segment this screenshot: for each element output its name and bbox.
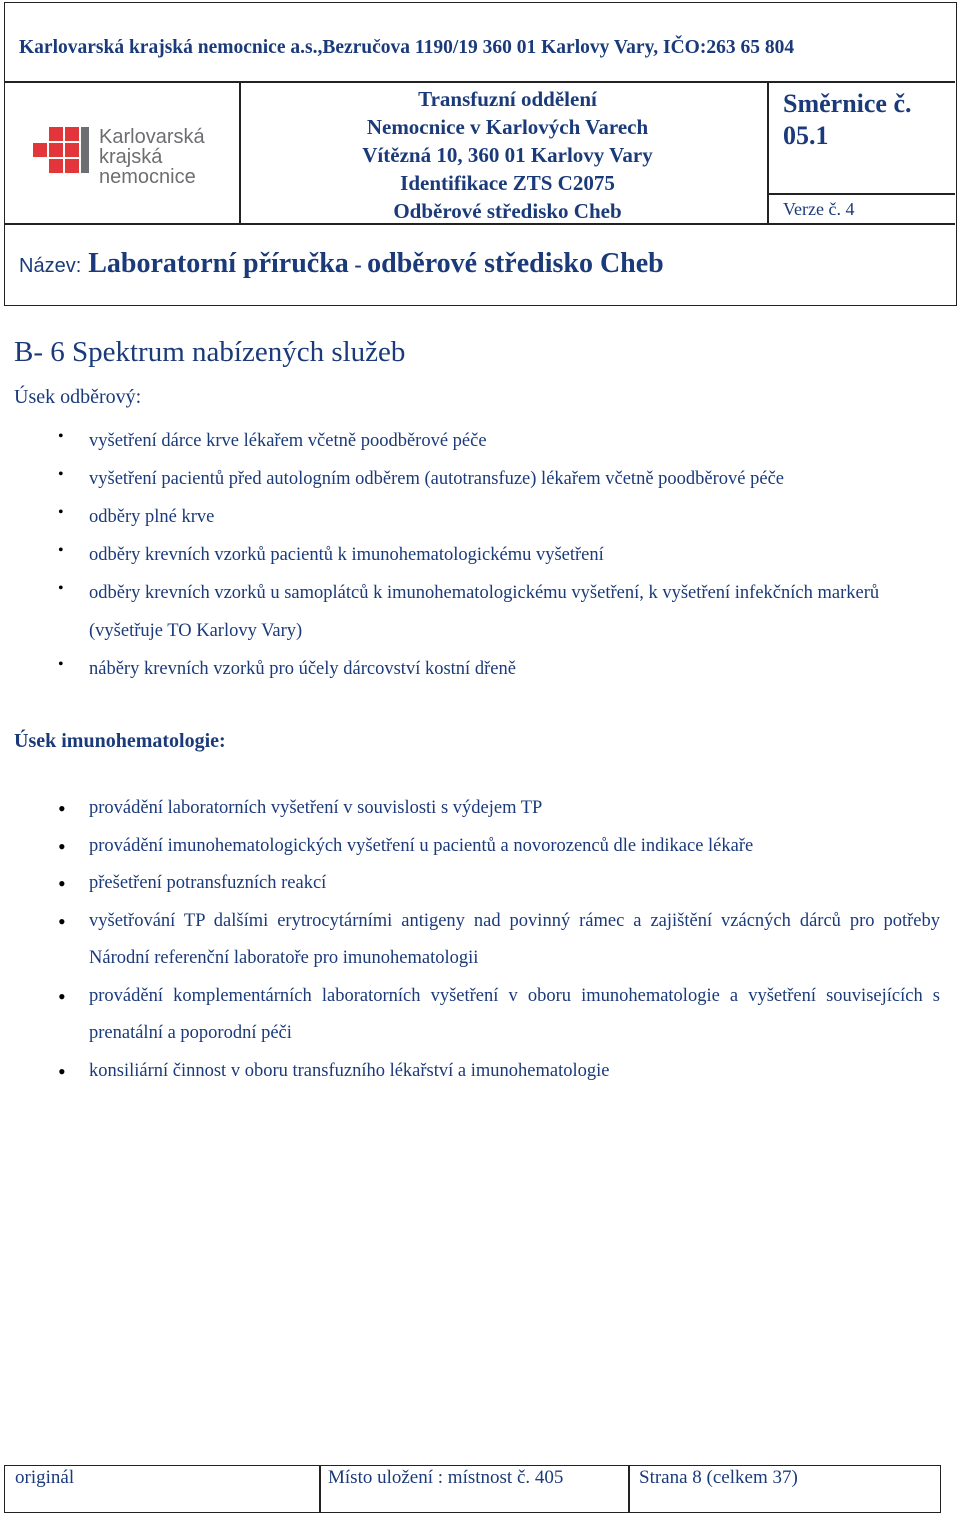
list-item: • náběry krevních vzorků pro účely dárcovství kostní dřeně bbox=[0, 650, 960, 688]
bullet-icon: • bbox=[58, 656, 64, 673]
bullet-icon: • bbox=[58, 428, 64, 445]
footer-location: Místo uložení : místnost č. 405 bbox=[328, 1467, 564, 1488]
list-item: • odběry krevních vzorků u samoplátců k imunohematologickému vyšetření, k vyšetření infekčních markerů (vyšetřuje TO Karlovy Vary) bbox=[0, 574, 960, 650]
logo-text-line: Karlovarská bbox=[99, 126, 205, 148]
header-divider bbox=[767, 81, 769, 223]
header-divider bbox=[767, 193, 955, 195]
title-separator: - bbox=[348, 252, 368, 277]
title-main: Laboratorní příručka bbox=[88, 248, 349, 279]
department-line: Vítězná 10, 360 01 Karlovy Vary bbox=[362, 143, 653, 167]
bullet-icon: • bbox=[58, 908, 66, 934]
bullet-icon: • bbox=[58, 983, 66, 1009]
cross-logo-mark bbox=[33, 127, 89, 173]
footer-divider bbox=[319, 1466, 321, 1512]
department-line: Nemocnice v Karlových Varech bbox=[366, 115, 649, 139]
list-item: • odběry krevních vzorků pacientů k imunohematologickému vyšetření bbox=[0, 536, 960, 574]
title-sub: odběrové středisko Cheb bbox=[367, 248, 664, 279]
title-label: Název: bbox=[19, 255, 82, 277]
bullet-icon: • bbox=[58, 833, 66, 859]
logo-text-line: krajská bbox=[99, 146, 163, 168]
bullet-icon: • bbox=[58, 504, 64, 521]
directive-block bbox=[783, 88, 912, 152]
section-title-imunohematologie: Úsek imunohematologie: bbox=[14, 730, 226, 752]
document-header bbox=[4, 2, 957, 306]
department-line: Identifikace ZTS C2075 bbox=[400, 171, 615, 195]
bullet-icon: • bbox=[58, 1058, 66, 1084]
services-list-imunohematologie bbox=[0, 790, 960, 1090]
department-line: Odběrové středisko Cheb bbox=[393, 199, 622, 223]
bullet-icon: • bbox=[58, 796, 66, 821]
directive-label: Směrnice č. bbox=[783, 89, 912, 118]
bullet-icon: • bbox=[58, 466, 64, 483]
bullet-icon: • bbox=[58, 542, 64, 559]
services-list-odberovy bbox=[0, 422, 960, 688]
footer-page-number: Strana 8 (celkem 37) bbox=[639, 1467, 798, 1488]
department-block bbox=[255, 85, 760, 225]
department-line: Transfuzní oddělení bbox=[418, 87, 597, 111]
bullet-icon: • bbox=[58, 580, 64, 597]
list-item: • vyšetřování TP dalšími erytrocytárními antigeny nad povinný rámec a zajištění vzácných dárců pro potřeby Národní referenční laboratoře pro imunohematologii bbox=[0, 903, 960, 978]
list-item: • provádění laboratorních vyšetření v souvislosti s výdejem TP bbox=[0, 790, 960, 828]
list-item: • odběry plné krve bbox=[0, 498, 960, 536]
list-item: • přešetření potransfuzních reakcí bbox=[0, 865, 960, 903]
footer-status: originál bbox=[15, 1467, 75, 1488]
header-divider bbox=[5, 81, 955, 83]
page-heading: B- 6 Spektrum nabízených služeb bbox=[14, 336, 406, 368]
version-label: Verze č. 4 bbox=[783, 199, 855, 219]
document-footer bbox=[4, 1465, 941, 1513]
list-item: • vyšetření pacientů před autologním odběrem (autotransfuze) lékařem včetně poodběrové péče bbox=[0, 460, 960, 498]
organization-line: Karlovarská krajská nemocnice a.s.,Bezručova 1190/19 360 01 Karlovy Vary, IČO:263 65 804 bbox=[19, 37, 795, 58]
footer-divider bbox=[628, 1466, 630, 1512]
header-divider bbox=[239, 81, 241, 223]
bullet-icon: • bbox=[58, 871, 66, 896]
section-title-odberovy: Úsek odběrový: bbox=[14, 386, 142, 408]
list-item: • konsiliární činnost v oboru transfuzního lékařství a imunohematologie bbox=[0, 1053, 960, 1091]
logo-text-line: nemocnice bbox=[99, 166, 196, 188]
list-item: • vyšetření dárce krve lékařem včetně poodběrové péče bbox=[0, 422, 960, 460]
list-item: • provádění imunohematologických vyšetření u pacientů a novorozenců dle indikace lékaře bbox=[0, 828, 960, 866]
list-item: • provádění komplementárních laboratorních vyšetření v oboru imunohematologie a vyšetření souvisejících s prenatální a poporodní péči bbox=[0, 978, 960, 1053]
document-title bbox=[19, 248, 664, 280]
directive-number: 05.1 bbox=[783, 121, 829, 150]
hospital-logo bbox=[27, 121, 227, 191]
